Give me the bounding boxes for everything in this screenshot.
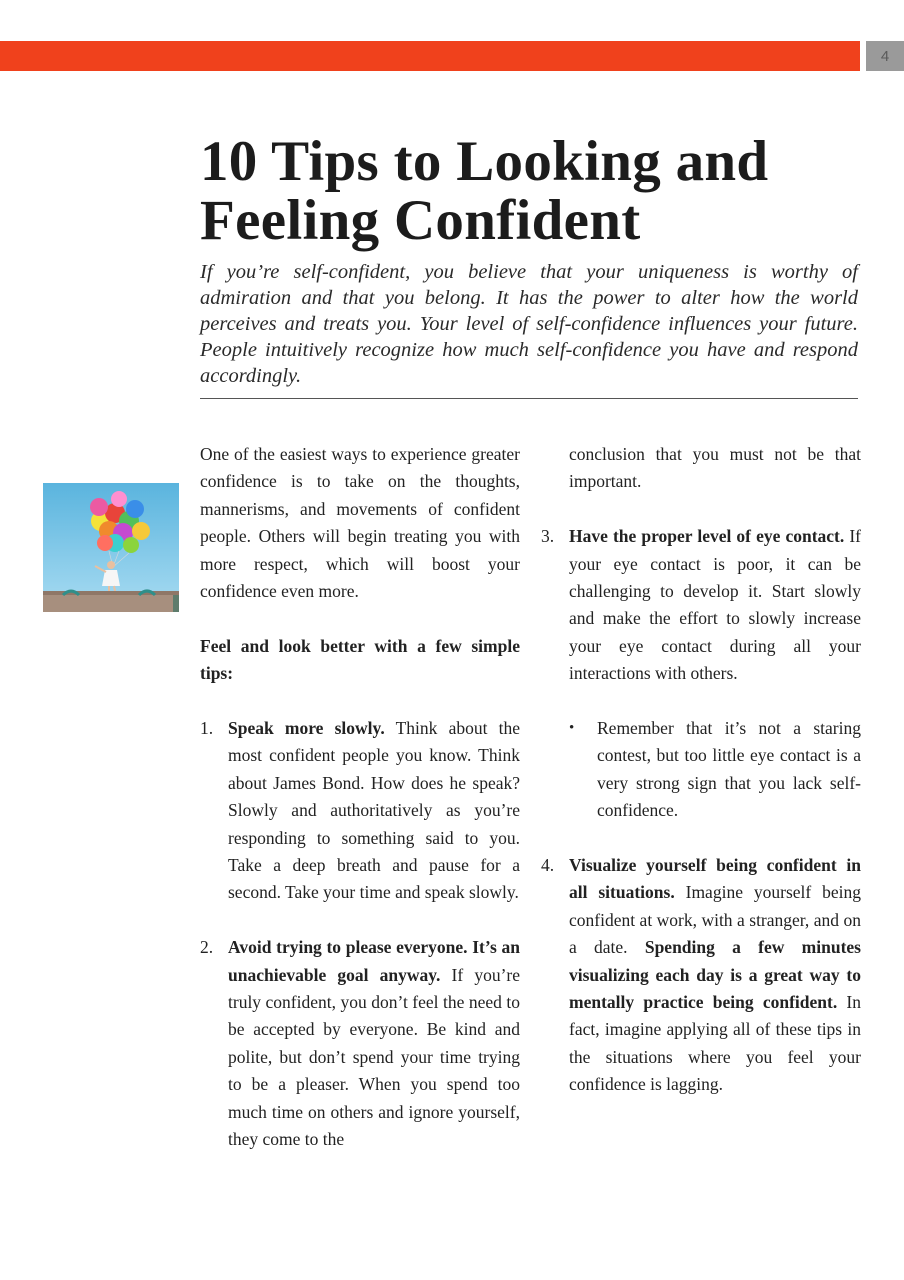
tip-text: Think about the most confident people you know. Think about James Bond. How does he speak? Slowly and authoritatively as you’re responding to something said to you. Take a deep breath and pause for a second. Take your time and speak slowly. (228, 718, 521, 903)
tip-text-end: In fact, imagine applying all of these tips in the situations where you feel your confidence is lagging. (569, 992, 862, 1095)
page-title (200, 132, 860, 250)
tip-item-4 (541, 852, 861, 1099)
page-number: 4 (866, 41, 904, 71)
tip-text: Imagine yourself being confident at work, with a stranger, and on a date. (569, 882, 861, 958)
tip-heading: Avoid trying to please everyone. It’s an unachievable goal anyway. (228, 937, 520, 985)
opening-paragraph: One of the easiest ways to experience greater confidence is to take on the thoughts, mannerisms, and movements of confident people. Others will begin treating you with more respect, which will boost your confidence even more. (200, 444, 520, 602)
tip-emphasis: Spending a few minutes visualizing each day is a great way to mentally practice being confident. (569, 937, 861, 1013)
tip-number: 1. (200, 718, 214, 739)
title-line-1: 10 Tips to Looking and (200, 130, 769, 193)
bullet-text: Remember that it’s not a staring contest, but too little eye contact is a very strong sign that you lack self-confidence. (597, 718, 861, 821)
divider (200, 398, 858, 399)
accent-header-bar (0, 41, 860, 71)
tip-item-3 (541, 523, 861, 687)
tip-number: 4. (541, 855, 555, 876)
tip-heading: Speak more slowly. (228, 718, 385, 739)
tip-heading: Have the proper level of eye contact. (569, 526, 845, 547)
balloons-photo (43, 483, 179, 612)
intro-paragraph: If you’re self-confident, you believe that your uniqueness is worthy of admiration and that you belong. It has the power to alter how the world perceives and treats you. Your level of self-confidence influences your future. People intuitively recognize how much self-confidence you have and respond accordingly. (200, 261, 858, 387)
title-line-2: Feeling Confident (200, 189, 641, 252)
tip-item-1 (200, 715, 520, 907)
tips-subheading: Feel and look better with a few simple tips: (200, 635, 520, 684)
right-column (541, 441, 862, 1099)
left-column (200, 441, 520, 1154)
bullet-icon: • (569, 720, 575, 737)
tip-item-2 (200, 934, 520, 1153)
continuation-text: conclusion that you must not be that important. (569, 444, 861, 492)
tip-text: If you’re truly confident, you don’t feel the need to be accepted by everyone. Be kind and polite, but don’t spend your time trying to be a pleaser. When you spend too much time on others and ignore yourself, they come to the (228, 964, 520, 1150)
bullet-item (569, 715, 861, 825)
tip-number: 3. (541, 526, 555, 547)
tip-number: 2. (200, 937, 214, 958)
tip-heading: Visualize yourself being confident in all situations. (569, 855, 861, 903)
tip-text: If your eye contact is poor, it can be challenging to develop it. Start slowly and make the effort to slowly increase your eye contact during all your interactions with others. (569, 526, 862, 684)
